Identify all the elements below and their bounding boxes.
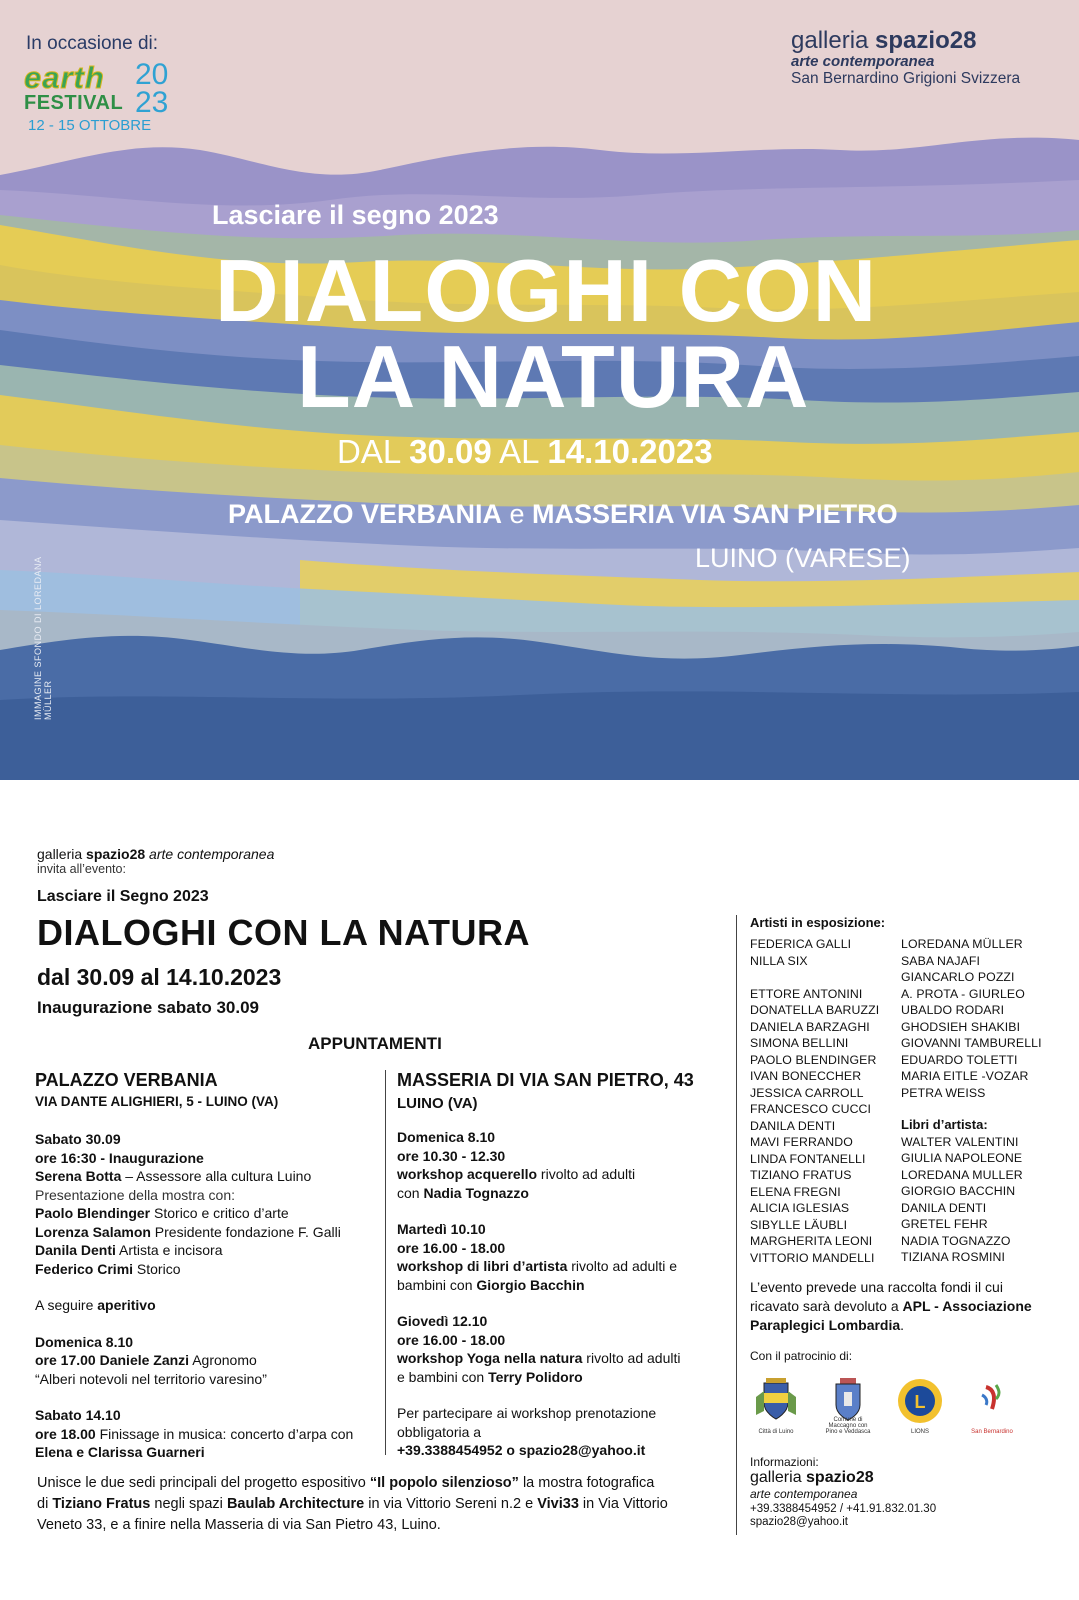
booking-line2: obbligatoria a [397, 1423, 482, 1440]
beneficiary: Paraplegici Lombardia [750, 1317, 901, 1333]
venue-name: Vivi33 [537, 1496, 579, 1512]
speaker-role: Agronomo [189, 1352, 257, 1368]
workshop-day: Giovedì 12.10 [397, 1313, 488, 1329]
invite-galleria-prefix: galleria [37, 846, 87, 862]
footer-text: la mostra fotografica [518, 1475, 655, 1491]
speaker-name: Paolo Blendinger [35, 1205, 151, 1221]
speaker-role: – Assessore alla cultura Luino [121, 1168, 312, 1184]
event-time: ore 17.00 Daniele Zanzi [35, 1352, 190, 1368]
artists-col-2 [901, 936, 1050, 1266]
info-phone: +39.3388454952 / +41.91.832.01.30 [750, 1503, 937, 1515]
event-time: ore 16:30 - Inaugurazione [35, 1149, 204, 1166]
footer-paragraph [37, 1473, 727, 1536]
date-al: AL [491, 433, 548, 470]
workshop-block [397, 1220, 732, 1294]
info-galleria-prefix: galleria [750, 1469, 807, 1486]
date-dal: DAL [337, 433, 410, 470]
artists-col-1 [750, 936, 901, 1266]
lions-icon [894, 1377, 946, 1427]
artists-column [750, 914, 1050, 1528]
footer-text: in via Vittorio Sereni n.2 e [364, 1496, 538, 1512]
fundraising-text: ricavato sarà devoluto a [750, 1298, 903, 1314]
info-galleria-name: spazio28 [806, 1469, 874, 1486]
venue-and: e [502, 499, 533, 529]
beneficiary: APL - Associazione [902, 1298, 1032, 1314]
workshop-block [397, 1312, 732, 1386]
artist-name: FRANCESCO CUCCI [750, 1102, 872, 1116]
artist-name: SIMONA BELLINI [750, 1036, 849, 1050]
palazzo-verbania-column [35, 1068, 380, 1462]
artist-name: LINDA FONTANELLI [750, 1151, 866, 1166]
artist-name: GIOVANNI TAMBURELLI [901, 1036, 1042, 1050]
booking-line1: Per partecipare ai workshop prenotazione [397, 1405, 657, 1421]
speaker-name: Lorenza Salamon [35, 1223, 151, 1240]
artist-name: DANILA DENTI [901, 1200, 987, 1215]
event-block [35, 1406, 380, 1462]
info-galleria [750, 1469, 1050, 1487]
earth-logo-year-top: 20 [135, 58, 169, 91]
workshop-teacher: Terry Polidoro [488, 1368, 583, 1385]
workshop-with: e bambini con [397, 1368, 489, 1385]
workshop-teacher: Nadia Tognazzo [423, 1184, 529, 1201]
svg-text:L: L [914, 1392, 926, 1412]
artist-name: JESSICA CARROLL [750, 1085, 864, 1100]
speaker-role: Artista e incisora [115, 1242, 223, 1258]
info-subtitle: arte contemporanea [750, 1487, 858, 1501]
artist-name: ELENA FREGNI [750, 1184, 841, 1199]
booking-block [397, 1404, 732, 1460]
footer-text: Unisce le due sedi principali del progetto espositivo [37, 1475, 370, 1491]
speaker-role: Presidente fondazione F. Galli [150, 1223, 341, 1240]
poster-subtitle: Lasciare il segno 2023 [212, 200, 499, 230]
workshop-time: ore 10.30 - 12.30 [397, 1147, 506, 1164]
artist-name: PAOLO BLENDINGER [750, 1052, 877, 1067]
venue-title: PALAZZO VERBANIA [35, 1070, 218, 1090]
artist-name: TIZIANO FRATUS [750, 1168, 852, 1182]
galleria-location: San Bernardino Grigioni Svizzera [791, 70, 1021, 87]
galleria-subtitle: arte contemporanea [791, 53, 935, 70]
artist-name: PETRA WEISS [901, 1085, 986, 1100]
talk-title: “Alberi notevoli nel territorio varesino” [35, 1370, 267, 1387]
fundraising-note [750, 1278, 1050, 1335]
venue-title: MASSERIA DI VIA SAN PIETRO, 43 [397, 1070, 694, 1090]
invite-line: invita all’evento: [37, 862, 126, 876]
earth-festival-dates: 12 - 15 OTTOBRE [28, 117, 152, 134]
artist-name: DONATELLA BARUZZI [750, 1003, 880, 1017]
workshop-desc: rivolto ad adulti [537, 1166, 636, 1182]
venue-2: MASSERIA VIA SAN PIETRO [532, 499, 898, 529]
event-block [35, 1130, 380, 1278]
artist-name: GIULIA NAPOLEONE [901, 1151, 1023, 1165]
fundraising-text: L’evento prevede una raccolta fondi il cui [750, 1279, 1003, 1295]
venue-address: LUINO (VA) [397, 1095, 478, 1112]
artists-grid [750, 936, 1050, 1266]
workshop-block [397, 1128, 732, 1202]
earth-logo-word: earth [24, 60, 105, 95]
earth-logo-festival: FESTIVAL [24, 92, 124, 114]
poster-city: LUINO (VARESE) [695, 543, 911, 573]
invite-header [37, 846, 274, 876]
occasion-label: In occasione di: [26, 33, 159, 54]
maccagno-crest-logo [822, 1377, 874, 1433]
artist-name: MARIA EITLE -VOZAR [901, 1069, 1029, 1083]
invite-galleria-sub: arte contemporanea [145, 846, 275, 862]
poster-title-line1: DIALOGHI CON [215, 241, 878, 340]
artists-heading: Artisti in esposizione: [750, 915, 886, 930]
poster-date-range [337, 433, 713, 471]
artist-name: WALTER VALENTINI [901, 1134, 1019, 1149]
appointments-heading: APPUNTAMENTI [308, 1034, 442, 1053]
logo-caption: Città di Luino [758, 1429, 794, 1435]
event-time: ore 18.00 [35, 1425, 96, 1442]
invite-series: Lasciare il Segno 2023 [37, 888, 209, 905]
san-bernardino-icon [966, 1377, 1018, 1423]
info-heading: Informazioni: [750, 1455, 819, 1469]
workshop-desc: rivolto ad adulti e [567, 1258, 678, 1274]
event-block [35, 1333, 380, 1389]
luino-crest-logo [750, 1377, 802, 1433]
earth-logo-year-bottom: 23 [135, 86, 169, 119]
venue-name: Baulab Architecture [226, 1496, 365, 1512]
poster-title-line2: LA NATURA [297, 327, 810, 426]
invite-inauguration: Inaugurazione sabato 30.09 [37, 998, 260, 1017]
column-divider-2 [736, 915, 737, 1535]
artist-name: DANILA DENTI [750, 1118, 836, 1133]
artist-name: ETTORE ANTONINI [750, 986, 863, 1001]
footer-text: di [37, 1496, 53, 1512]
date-to: 14.10.2023 [547, 433, 713, 470]
patron-logos [750, 1377, 1050, 1433]
workshop-time: ore 16.00 - 18.00 [397, 1239, 506, 1256]
workshop-teacher: Giorgio Bacchin [476, 1276, 585, 1293]
speaker-name: Serena Botta [35, 1168, 122, 1184]
artist-name: IVAN BONECCHER [750, 1069, 862, 1083]
performers: Elena e Clarissa Guarneri [35, 1444, 205, 1460]
artist-name: GRETEL FEHR [901, 1217, 988, 1231]
galleria-name: spazio28 [875, 27, 977, 54]
logo-caption: San Bernardino [971, 1429, 1013, 1435]
footer-text: in Via Vittorio [578, 1496, 668, 1512]
event-day: Sabato 14.10 [35, 1407, 121, 1423]
artist-name: MARGHERITA LEONI [750, 1234, 873, 1248]
workshop-day: Martedì 10.10 [397, 1221, 486, 1237]
artist-name: VITTORIO MANDELLI [750, 1250, 875, 1265]
artist-name: LOREDANA MÜLLER [901, 937, 1023, 951]
footer-text: Veneto 33, e a finire nella Masseria di via San Pietro 43, Luino. [37, 1517, 441, 1533]
artist-name: NADIA TOGNAZZO [901, 1233, 1011, 1248]
speaker-role: Storico e critico d’arte [150, 1205, 289, 1221]
footer-text: negli spazi [150, 1496, 227, 1512]
artist-name: EDUARDO TOLETTI [901, 1052, 1018, 1067]
invite-title: DIALOGHI CON LA NATURA [37, 912, 530, 953]
aperitivo-block [35, 1296, 380, 1315]
lions-logo [894, 1377, 946, 1433]
workshop-title: workshop Yoga nella natura [397, 1350, 583, 1366]
workshop-with: con [397, 1184, 424, 1201]
workshop-day: Domenica 8.10 [397, 1129, 496, 1145]
artist-name: A. PROTA - GIURLEO [901, 986, 1025, 1001]
patronage-label: Con il patrocinio di: [750, 1349, 853, 1363]
workshop-title: workshop acquerello [397, 1166, 538, 1182]
artist-name: GIORGIO BACCHIN [901, 1184, 1016, 1198]
presentation-intro: Presentazione della mostra con: [35, 1186, 235, 1203]
libri-heading: Libri d’artista: [901, 1117, 988, 1132]
aperitivo-label: aperitivo [97, 1297, 156, 1313]
fundraising-text: . [900, 1317, 905, 1333]
artist-name: GIANCARLO POZZI [901, 970, 1015, 984]
artist-name: SIBYLLE LÄUBLI [750, 1217, 848, 1232]
poster-banner [0, 0, 1079, 780]
venue-address: VIA DANTE ALIGHIERI, 5 - LUINO (VA) [35, 1094, 279, 1109]
event-desc: Finissage in musica: concerto d’arpa con [95, 1425, 354, 1442]
image-credit: IMMAGINE SFONDO DI LOREDANA MÜLLER [33, 556, 53, 720]
workshop-time: ore 16.00 - 18.00 [397, 1331, 506, 1348]
workshop-desc: rivolto ad adulti [582, 1350, 681, 1366]
speaker-name: Danila Denti [35, 1242, 116, 1258]
san-bernardino-logo [966, 1377, 1018, 1433]
artist-name: NILLA SIX [750, 953, 808, 968]
speaker-role: Storico [133, 1260, 181, 1277]
photographer-name: Tiziano Fratus [52, 1496, 151, 1512]
poster-title [215, 241, 915, 426]
aperitivo-pre: A seguire [35, 1297, 98, 1313]
luino-crest-icon [750, 1377, 802, 1423]
event-day: Sabato 30.09 [35, 1131, 121, 1147]
event-day: Domenica 8.10 [35, 1333, 134, 1350]
artist-name: MAVI FERRANDO [750, 1135, 853, 1149]
workshop-title: workshop di libri d’artista [397, 1258, 568, 1274]
masseria-column [397, 1068, 732, 1460]
invite-dates: dal 30.09 al 14.10.2023 [37, 964, 282, 990]
artist-name: LOREDANA MULLER [901, 1167, 1023, 1182]
column-divider-1 [385, 1070, 386, 1455]
artist-name: ALICIA IGLESIAS [750, 1201, 850, 1215]
venue-1: PALAZZO VERBANIA [228, 499, 502, 529]
artist-name: TIZIANA ROSMINI [901, 1250, 1005, 1264]
exhibition-name: “Il popolo silenzioso” [369, 1475, 519, 1491]
logo-caption: Comune di Maccagno con Pino e Veddasca [825, 1417, 871, 1435]
galleria-top-logo [791, 27, 1020, 88]
artist-name: FEDERICA GALLI [750, 937, 852, 951]
logo-caption: LIONS [910, 1429, 929, 1435]
invite-galleria-name: spazio28 [86, 846, 146, 862]
earth-festival-logo [24, 60, 174, 140]
artist-name: DANIELA BARZAGHI [750, 1019, 870, 1034]
workshop-with: bambini con [397, 1276, 477, 1293]
artist-name: GHODSIEH SHAKIBI [901, 1019, 1021, 1034]
booking-contact: +39.3388454952 o spazio28@yahoo.it [397, 1442, 646, 1458]
artist-name: UBALDO RODARI [901, 1003, 1005, 1017]
info-email: spazio28@yahoo.it [750, 1516, 848, 1528]
artist-name: SABA NAJAFI [901, 953, 981, 968]
galleria-prefix: galleria [791, 27, 876, 54]
date-from: 30.09 [409, 433, 492, 470]
speaker-name: Federico Crimi [35, 1260, 134, 1277]
poster-venues [228, 499, 898, 530]
